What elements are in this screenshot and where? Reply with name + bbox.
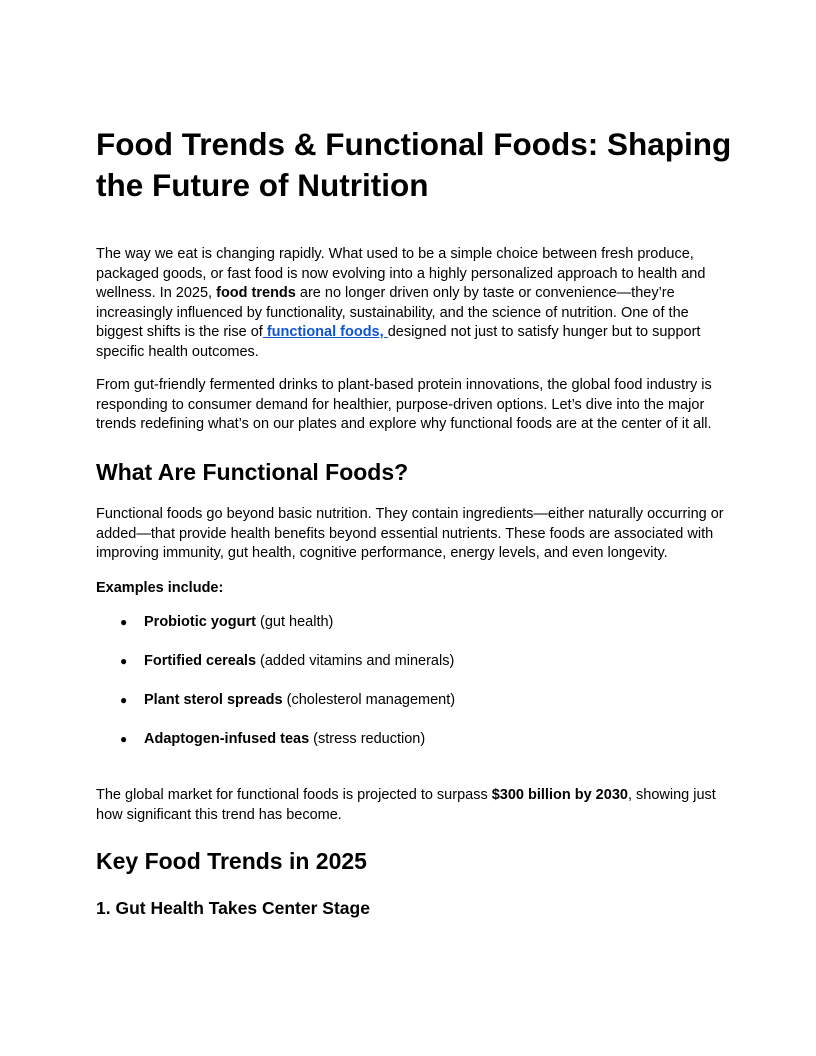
subheading-gut-health: 1. Gut Health Takes Center Stage [96,898,370,918]
intro-paragraph [96,245,726,362]
list-item: ● Plant sterol spreads (cholesterol management) [96,691,716,711]
market-paragraph: The global market for functional foods is projected to surpass $300 billion by 2030, showing just how significant this trend has become. [96,787,716,823]
intro-text-3: designed not just to satisfy hunger but to support specific health outcomes. [96,324,701,360]
intro-text-2: are no longer driven only by taste or convenience—they’re increasingly influenced by functionality, sustainability, and the science of nutrition. One of the biggest shifts is the rise of [96,285,689,340]
market-bold-value: $300 billion by 2030 [491,787,628,803]
intro-bold-food-trends: food trends [216,285,296,301]
section-heading-what-are-functional-foods: What Are Functional Foods? [96,459,409,485]
functional-foods-link[interactable]: functional foods, [262,324,388,340]
bullet-icon: ● [120,732,128,746]
examples-list [96,613,716,769]
examples-label: Examples include: [96,580,224,596]
bullet-icon: ● [120,693,128,707]
bullet-icon: ● [120,654,128,668]
page-title: Food Trends & Functional Foods: Shaping the Future of Nutrition [96,126,732,203]
functional-foods-paragraph: Functional foods go beyond basic nutrition. They contain ingredients—either naturally occurring or added—that provide health benefits beyond essential nutrients. These foods are associated with improving immunity, gut health, cognitive performance, energy levels, and even longevity. [96,506,724,561]
list-item: ● Probiotic yogurt (gut health) [96,613,716,633]
second-paragraph: From gut-friendly fermented drinks to plant-based protein innovations, the global food industry is responding to consumer demand for healthier, purpose-driven options. Let’s dive into the major trends redefining what’s on our plates and explore why functional foods are at the center of it all. [96,377,712,432]
intro-text-1: The way we eat is changing rapidly. What used to be a simple choice between fresh produce, packaged goods, or fast food is now evolving into a highly personalized approach to health and wellness. In 2025, [96,246,706,301]
section-heading-key-food-trends: Key Food Trends in 2025 [96,848,367,874]
list-item: ● Fortified cereals (added vitamins and minerals) [96,652,716,672]
list-item: ● Adaptogen-infused teas (stress reduction) [96,730,716,750]
bullet-icon: ● [120,615,128,629]
